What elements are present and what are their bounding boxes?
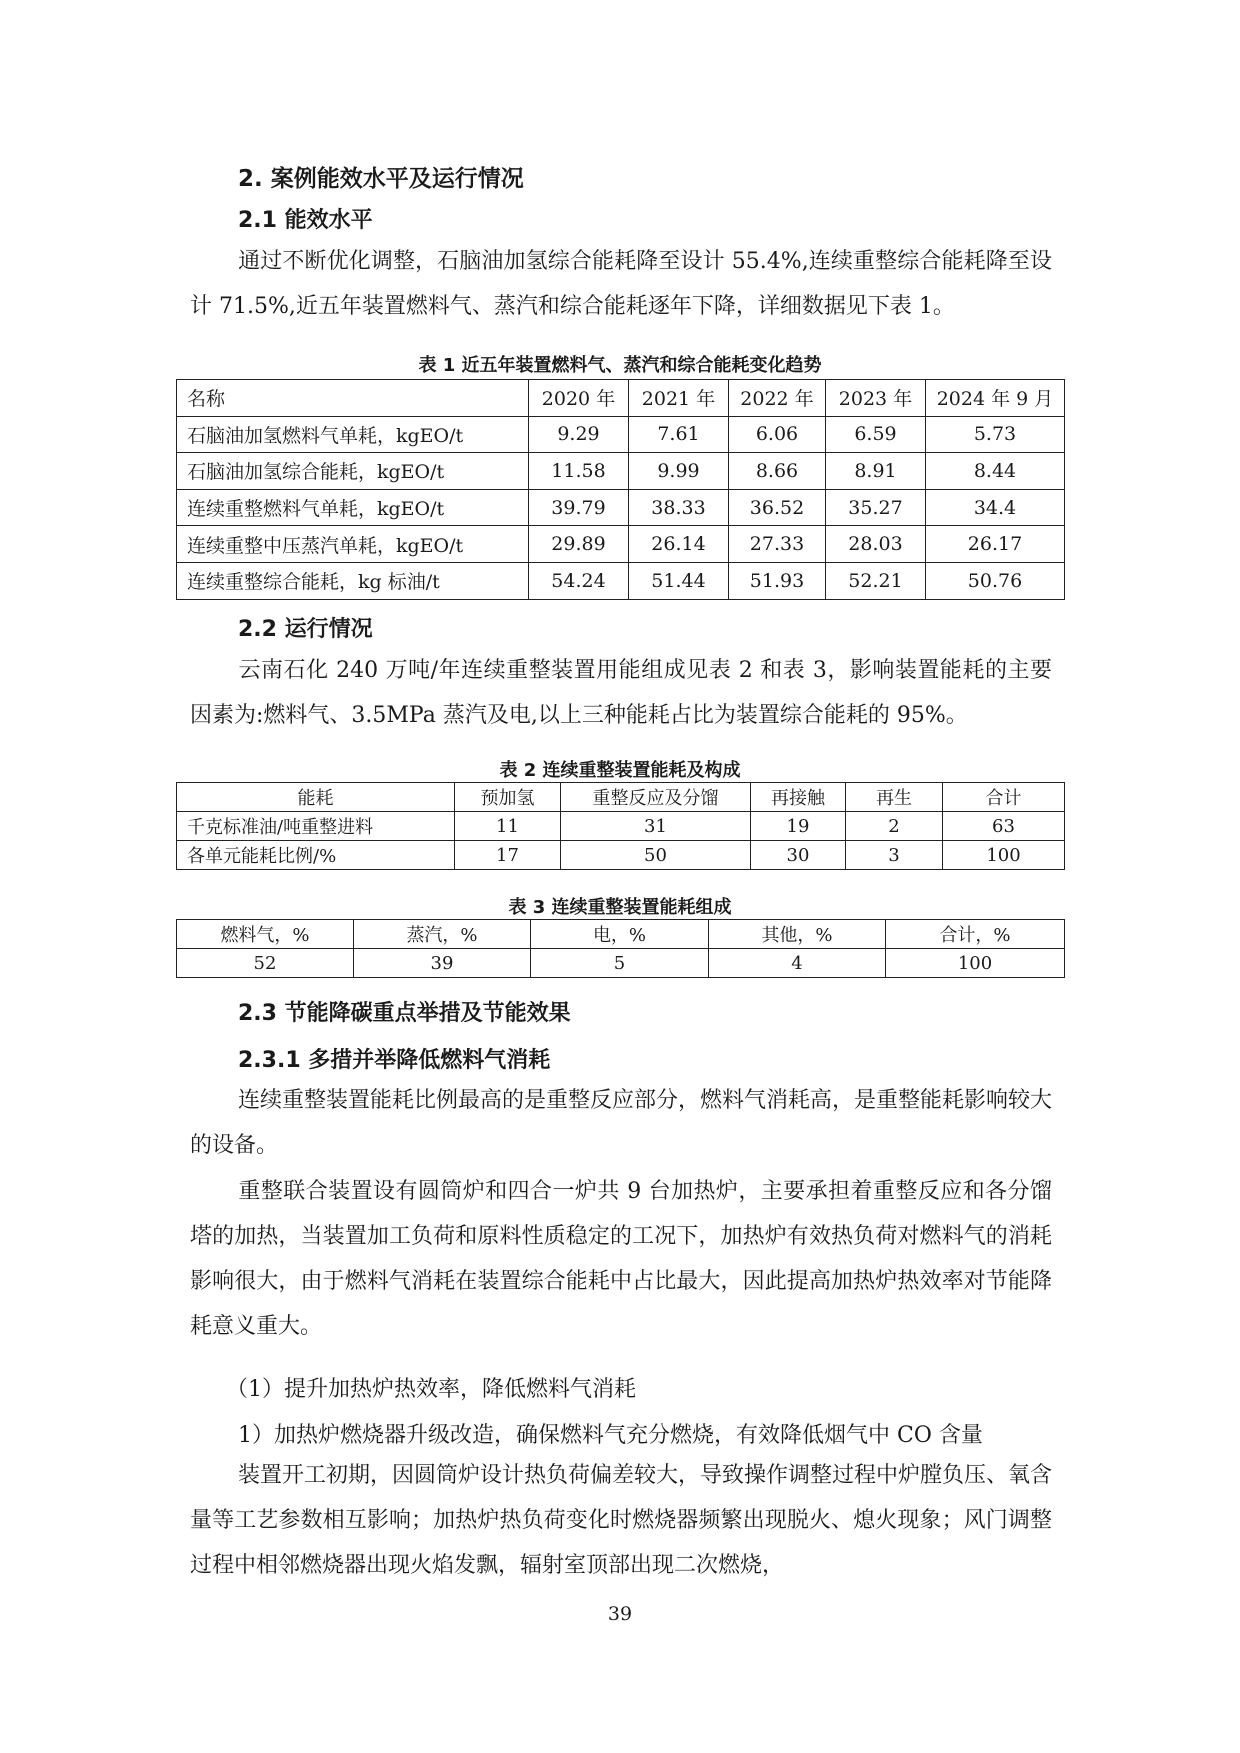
table-row (177, 489, 1065, 526)
table-header-cell: 合计 (943, 783, 1065, 812)
table-cell: 29.89 (529, 526, 629, 563)
table-header-cell: 其他，% (709, 920, 886, 949)
table-header-cell: 再生 (846, 783, 943, 812)
table-row (177, 453, 1065, 490)
subsection-heading-2-2: 2.2 运行情况 (238, 617, 373, 642)
table-cell: 5.73 (926, 416, 1065, 453)
table-cell: 39.79 (529, 489, 629, 526)
table-cell: 石脑油加氢燃料气单耗，kgEO/t (177, 416, 529, 453)
table-cell: 28.03 (826, 526, 926, 563)
table-header-cell: 2023 年 (826, 380, 926, 417)
page-number: 39 (607, 1603, 633, 1625)
subsection-heading-2-1: 2.1 能效水平 (238, 208, 373, 233)
table-row (177, 949, 1065, 978)
table-header-cell: 2022 年 (729, 380, 826, 417)
paragraph-heating-furnaces: 重整联合装置设有圆筒炉和四合一炉共 9 台加热炉，主要承担着重整反应和各分馏塔的加热，当装置加工负荷和原料性质稳定的工况下，加热炉有效热负荷对燃料气的消耗影响很大，由于燃料气消耗在装置综合能耗中占比最大，因此提高加热炉热效率对节能降耗意义重大。 (190, 1179, 1052, 1339)
table-cell: 9.99 (629, 453, 729, 490)
table-cell: 11 (455, 812, 561, 841)
table-cell: 千克标准油/吨重整进料 (177, 812, 455, 841)
paragraph-2-1: 通过不断优化调整，石脑油加氢综合能耗降至设计 55.4%,连续重整综合能耗降至设计 71.5%,近五年装置燃料气、蒸汽和综合能耗逐年下降，详细数据见下表 1。 (190, 249, 1052, 319)
table2-caption: 表 2 连续重整装置能耗及构成 (499, 760, 741, 781)
list-item-1: （1）提升加热炉热效率，降低燃料气消耗 (226, 1377, 636, 1402)
table-cell: 51.44 (629, 562, 729, 599)
list-item-1-1: 1）加热炉燃烧器升级改造，确保燃料气充分燃烧，有效降低烟气中 CO 含量 (238, 1423, 983, 1448)
table-cell: 26.17 (926, 526, 1065, 563)
table-cell: 27.33 (729, 526, 826, 563)
table-cell: 8.91 (826, 453, 926, 490)
table-cell: 7.61 (629, 416, 729, 453)
table-header-row (177, 920, 1065, 949)
table-cell: 4 (709, 949, 886, 978)
table-row (177, 841, 1065, 870)
table-cell: 6.06 (729, 416, 826, 453)
table-cell: 8.66 (729, 453, 826, 490)
table-header-cell: 蒸汽，% (354, 920, 531, 949)
table-cell: 51.93 (729, 562, 826, 599)
table-cell: 30 (751, 841, 846, 870)
table-cell: 52 (177, 949, 354, 978)
table-cell: 38.33 (629, 489, 729, 526)
table-cell: 31 (561, 812, 751, 841)
table-header-cell: 2024 年 9 月 (926, 380, 1065, 417)
table-cell: 100 (943, 841, 1065, 870)
table-cell: 50 (561, 841, 751, 870)
table3-caption: 表 3 连续重整装置能耗组成 (508, 897, 732, 918)
table-cell: 35.27 (826, 489, 926, 526)
table-cell: 34.4 (926, 489, 1065, 526)
table-row (177, 812, 1065, 841)
table-header-cell: 2020 年 (529, 380, 629, 417)
table-cell: 3 (846, 841, 943, 870)
table-cell: 26.14 (629, 526, 729, 563)
table-cell: 39 (354, 949, 531, 978)
table-header-cell: 重整反应及分馏 (561, 783, 751, 812)
table-header-cell: 名称 (177, 380, 529, 417)
table-row (177, 562, 1065, 599)
table-cell: 50.76 (926, 562, 1065, 599)
paragraph-startup-issues: 装置开工初期，因圆筒炉设计热负荷偏差较大，导致操作调整过程中炉膛负压、氧含量等工艺参数相互影响；加热炉热负荷变化时燃烧器频繁出现脱火、熄火现象；风门调整过程中相邻燃烧器出现火焰发飘，辐射室顶部出现二次燃烧， (190, 1463, 1053, 1578)
table-cell: 9.29 (529, 416, 629, 453)
table-header-cell: 合计，% (886, 920, 1065, 949)
subsection-heading-2-3-1: 2.3.1 多措并举降低燃料气消耗 (238, 1048, 551, 1073)
table3 (176, 919, 1065, 978)
paragraph-2-2: 云南石化 240 万吨/年连续重整装置用能组成见表 2 和表 3，影响装置能耗的主要因素为:燃料气、3.5MPa 蒸汽及电,以上三种能耗占比为装置综合能耗的 95%。 (190, 658, 1052, 728)
subsection-heading-2-3: 2.3 节能降碳重点举措及节能效果 (238, 1001, 571, 1026)
table-cell: 2 (846, 812, 943, 841)
section-heading: 2. 案例能效水平及运行情况 (238, 166, 524, 192)
table-cell: 连续重整中压蒸汽单耗，kgEO/t (177, 526, 529, 563)
table-row (177, 526, 1065, 563)
table2 (176, 782, 1065, 870)
table-cell: 连续重整综合能耗，kg 标油/t (177, 562, 529, 599)
table-header-cell: 2021 年 (629, 380, 729, 417)
table1 (176, 379, 1065, 600)
table-header-cell: 预加氢 (455, 783, 561, 812)
table-row (177, 416, 1065, 453)
table-header-cell: 电，% (531, 920, 709, 949)
table-cell: 5 (531, 949, 709, 978)
table-cell: 11.58 (529, 453, 629, 490)
table-cell: 8.44 (926, 453, 1065, 490)
table-cell: 36.52 (729, 489, 826, 526)
table-header-cell: 燃料气，% (177, 920, 354, 949)
table-header-cell: 能耗 (177, 783, 455, 812)
table-cell: 连续重整燃料气单耗，kgEO/t (177, 489, 529, 526)
table-header-cell: 再接触 (751, 783, 846, 812)
table-cell: 100 (886, 949, 1065, 978)
table-cell: 19 (751, 812, 846, 841)
table-cell: 54.24 (529, 562, 629, 599)
table1-caption: 表 1 近五年装置燃料气、蒸汽和综合能耗变化趋势 (418, 355, 822, 376)
table-cell: 各单元能耗比例/% (177, 841, 455, 870)
table-cell: 石脑油加氢综合能耗，kgEO/t (177, 453, 529, 490)
table-header-row (177, 783, 1065, 812)
table-cell: 17 (455, 841, 561, 870)
table-cell: 52.21 (826, 562, 926, 599)
paragraph-fuel-gas-intro: 连续重整装置能耗比例最高的是重整反应部分，燃料气消耗高，是重整能耗影响较大的设备。 (190, 1088, 1053, 1158)
table-cell: 63 (943, 812, 1065, 841)
table-cell: 6.59 (826, 416, 926, 453)
table-header-row (177, 380, 1065, 417)
